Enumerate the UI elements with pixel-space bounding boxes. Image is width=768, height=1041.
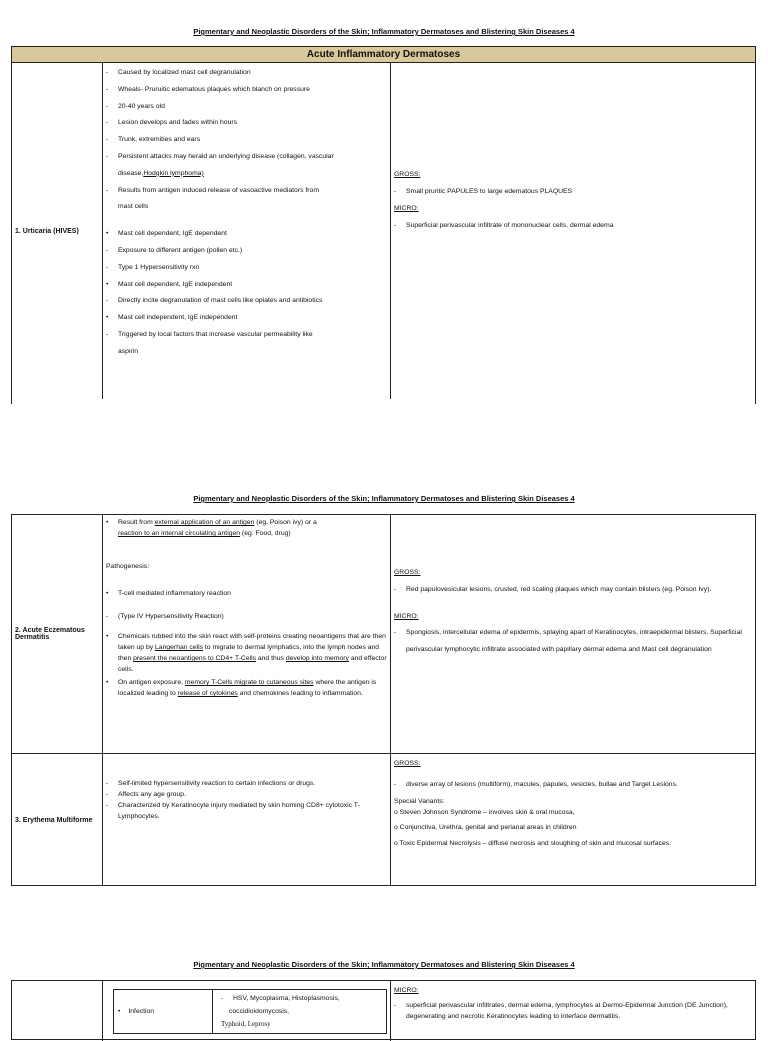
etiology-cell	[103, 981, 391, 1041]
list-item: - Triggered by local factors that increase vascular permeability like	[106, 330, 313, 338]
erythema-pathology	[391, 754, 755, 886]
list-item: - Superficial perivascular infiltrate of mononuclear cells, dermal edema	[394, 221, 614, 229]
list-item: - Trunk, extremities and ears	[106, 136, 201, 144]
section-title: Acute Inflammatory Dermatoses	[12, 47, 755, 63]
page-header: Pigmentary and Neoplastic Disorders of the Skin; Inflammatory Dermatoses and Blistering Skin Diseases 4	[193, 494, 575, 503]
list-item: - Small pruritic PAPULES to large edematous PLAQUES	[394, 188, 573, 196]
list-item: - Caused by localized mast cell degranulation	[106, 69, 251, 76]
micro-label: MICRO:	[394, 612, 419, 620]
variants-label: Special Variants:	[394, 797, 445, 805]
list-item: • On antigen exposure, memory T-Cells migrate to cutaneous sites where the antigen is localized leading to release of cytokines and chemokines leading to inflammation.	[106, 679, 377, 698]
list-item: • Chemicals rubbed into the skin react with self-proteins creating neoantigens that are then taken up by Langerhan cells to migrate to dermal lymphatics, into the lymph nodes and then present the neoantigens to CD4+ T-Cells and thus develop into memory and effector cells.	[106, 633, 387, 674]
list-item-continuation: disease, Hodgkin lymphoma)	[118, 169, 204, 177]
agents-cell: - HSV, Mycoplasma, Histoplasmosis, coccidioidomycosis, Typhoid, Leprosy	[221, 995, 340, 1028]
erythema-features	[103, 754, 391, 886]
gross-label: GROSS:	[394, 569, 421, 576]
continuation-table	[11, 980, 756, 1040]
list-item: • Mast cell independent, IgE independent	[106, 314, 238, 322]
list-item: - Characterized by Keratinocyte injury mediated by skin homing CD8+ cytotoxic T-Lymphocytes.	[106, 802, 360, 820]
list-item: - Persistent attacks may herald an underlying disease (collagen, vascular	[106, 152, 334, 160]
gross-label: GROSS:	[394, 760, 421, 767]
urticaria-label: 1. Urticaria (HIVES)	[12, 63, 103, 399]
urticaria-table	[11, 46, 756, 404]
etiology-subtable	[113, 989, 387, 1034]
variant-item: o Conjunctiva, Urethra, genital and perianal areas in children	[394, 823, 577, 831]
list-item: - Lesion develops and fades within hours	[106, 119, 238, 127]
list-item: - Red papulovesicular lesions, crusted, red scaling plaques which may contain blisters (eg. Poison Ivy).	[394, 585, 712, 593]
eczema-label: 2. Acute Eczematous Dermatitis	[12, 515, 103, 753]
list-item: - superficial perivascular infiltrates, dermal edema, lymphocytes at Dermo-Epidermal Junction (DE Junction), degenerating and necrotic Keratinocytes leading to interface dermatitis.	[394, 1001, 728, 1020]
list-item: - Affects any age group.	[106, 791, 186, 798]
list-item: - 20-40 years old	[106, 102, 165, 110]
urticaria-pathology	[391, 63, 755, 399]
list-item: - Spongiosis, intercellular edema of epidermis, splaying apart of Keratinocytes, intraepidermal blisters. Superficial perivascular lymphocytic infiltrate associated with papillary dermal edema and Mast cell degranulation	[394, 629, 742, 654]
page3-pathology	[391, 981, 755, 1041]
list-item: • Mast cell dependent, IgE dependent	[106, 230, 227, 238]
eczema-pathology	[391, 515, 755, 753]
variant-item: o Toxic Epidermal Necrolysis – diffuse necrosis and sloughing of skin and mucosal surfaces.	[394, 840, 672, 848]
page-header: Pigmentary and Neoplastic Disorders of the Skin; Inflammatory Dermatoses and Blistering Skin Diseases 4	[193, 960, 575, 969]
page-header: Pigmentary and Neoplastic Disorders of the Skin; Inflammatory Dermatoses and Blistering Skin Diseases 4	[193, 27, 575, 36]
eczema-features	[103, 515, 391, 753]
urticaria-features	[103, 63, 391, 399]
infection-cell: • Infection	[114, 990, 213, 1033]
list-item-continuation: mast cells	[118, 203, 149, 211]
micro-label: MICRO:	[394, 987, 419, 994]
list-item: - Type 1 Hypersensitivity rxn	[106, 263, 200, 271]
list-item: - diverse array of lesions (multiform), macules, papules, vesicles, bullae and Target Lesions.	[394, 780, 678, 788]
pathogenesis-label: Pathogenesis:	[106, 563, 150, 570]
list-item: - Directly incite degranulation of mast cells like opiates and antibiotics	[106, 297, 323, 305]
variant-item: o Steven Johnson Syndrome – involves skin & oral mucosa,	[394, 808, 575, 816]
list-item: - Exposure to different antigen (pollen etc.)	[106, 246, 243, 254]
list-item: • T-cell mediated inflammatory reaction	[106, 589, 231, 597]
list-item-continuation: aspirin	[118, 347, 139, 355]
empty-label-cell	[12, 981, 103, 1041]
list-item: • Mast cell dependent, IgE independent	[106, 280, 233, 288]
list-item: • Result from external application of an antigen (eg. Poison ivy) or a reaction to an internal circulating antigen (eg. Food, drug)	[106, 519, 317, 537]
micro-label: MICRO:	[394, 205, 419, 212]
gross-label: GROSS:	[394, 171, 421, 179]
list-item: - Self-limited hypersensitivity reaction to certain infections or drugs.	[106, 780, 316, 787]
list-item: - Results from antigen induced release of vasoactive mediators from	[106, 186, 319, 194]
list-item: - (Type IV Hypersensitivity Reaction)	[106, 612, 224, 620]
list-item: - Wheals- Pruruitic edematous plaques which blanch on pressure	[106, 85, 310, 93]
erythema-label: 3. Erythema Multiforme	[12, 754, 103, 886]
dermatitis-table	[11, 514, 756, 886]
